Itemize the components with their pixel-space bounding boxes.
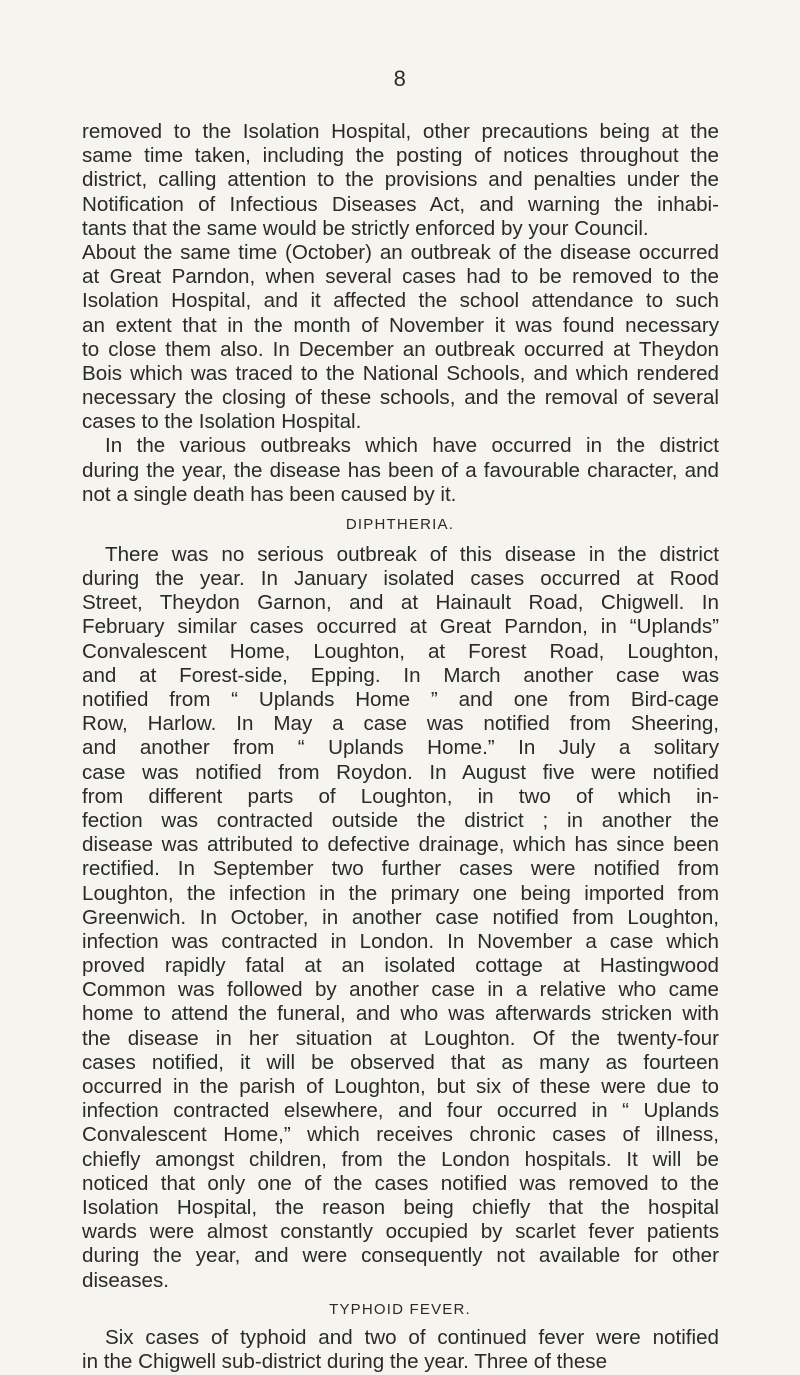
text-line: Loughton, the infection in the primary one being imported from	[82, 881, 719, 905]
text-line: Street, Theydon Garnon, and at Hainault Road, Chigwell. In	[82, 591, 719, 615]
text-line: There was no serious outbreak of this disease in the district	[105, 542, 719, 566]
text-line: wards were almost constantly occupied by scarlet fever patients	[82, 1220, 719, 1244]
text-line: cases notified, it will be observed that as many as fourteen	[82, 1050, 719, 1074]
text-line: during the year, the disease has been of a favourable character, and	[82, 458, 719, 482]
text-line: Convalescent Home, Loughton, at Forest Road, Loughton,	[82, 639, 719, 663]
text-line: Isolation Hospital, the reason being chiefly that the hospital	[82, 1195, 719, 1219]
text-line: In the various outbreaks which have occurred in the district	[105, 434, 719, 458]
text-line: chiefly amongst children, from the London hospitals. It will be	[82, 1147, 719, 1171]
text-line: Six cases of typhoid and two of continued fever were notified	[105, 1325, 719, 1349]
text-line: at Great Parndon, when several cases had to be removed to the	[82, 265, 719, 289]
text-line: case was notified from Roydon. In August five were notified	[82, 760, 719, 784]
text-line: an extent that in the month of November it was found necessary	[82, 313, 719, 337]
text-line: and another from “ Uplands Home.” In July a solitary	[82, 736, 719, 760]
text-line: February similar cases occurred at Great Parndon, in “Uplands”	[82, 615, 719, 639]
text-line: from different parts of Loughton, in two of which in-	[82, 784, 719, 808]
text-line: Isolation Hospital, and it affected the school attendance to such	[82, 289, 719, 313]
text-line: during the year, and were consequently not available for other	[82, 1244, 719, 1268]
text-line: cases to the Isolation Hospital.	[82, 410, 362, 434]
text-line: Convalescent Home,” which receives chronic cases of illness,	[82, 1123, 719, 1147]
text-line: home to attend the funeral, and who was afterwards stricken with	[82, 1002, 719, 1026]
text-line: not a single death has been caused by it.	[82, 482, 457, 506]
text-line: fection was contracted outside the district ; in another the	[82, 808, 719, 832]
text-line: Notification of Infectious Diseases Act, and warning the inhabi-	[82, 192, 719, 216]
text-line: About the same time (October) an outbreak of the disease occurred	[82, 240, 719, 264]
text-line: Common was followed by another case in a relative who came	[82, 978, 719, 1002]
text-line: necessary the closing of these schools, and the removal of several	[82, 386, 719, 410]
text-line: noticed that only one of the cases notified was removed to the	[82, 1171, 719, 1195]
text-line: rectified. In September two further cases were notified from	[82, 857, 719, 881]
text-line: occurred in the parish of Loughton, but six of these were due to	[82, 1075, 719, 1098]
text-line: proved rapidly fatal at an isolated cottage at Hastingwood	[82, 954, 719, 977]
section-heading-typhoid: TYPHOID FEVER.	[329, 1300, 471, 1318]
text-line: the disease in her situation at Loughton. Of the twenty-four	[82, 1026, 719, 1050]
text-line: Row, Harlow. In May a case was notified from Sheering,	[82, 712, 719, 736]
text-line: to close them also. In December an outbreak occurred at Theydon	[82, 337, 719, 361]
text-line: infection was contracted in London. In November a case which	[82, 929, 719, 953]
text-line: Bois which was traced to the National Schools, and which rendered	[82, 361, 719, 385]
text-line: diseases.	[82, 1268, 170, 1292]
text-line: notified from “ Uplands Home ” and one from Bird-cage	[82, 688, 719, 711]
text-line: same time taken, including the posting of notices throughout the	[82, 144, 719, 168]
text-line: tants that the same would be strictly enforced by your Council.	[82, 216, 649, 240]
text-line: district, calling attention to the provisions and penalties under the	[82, 168, 719, 192]
text-line: removed to the Isolation Hospital, other precautions being at the	[82, 120, 719, 143]
text-line: in the Chigwell sub-district during the year. Three of these	[82, 1350, 608, 1373]
text-line: disease was attributed to defective drainage, which has since been	[82, 833, 719, 857]
section-heading-diphtheria: DIPHTHERIA.	[345, 515, 455, 533]
text-line: infection contracted elsewhere, and four occurred in “ Uplands	[82, 1099, 719, 1123]
text-line: and at Forest-side, Epping. In March another case was	[82, 663, 719, 687]
page-number: 8	[393, 66, 407, 91]
text-line: during the year. In January isolated cases occurred at Rood	[82, 567, 719, 590]
text-line: Greenwich. In October, in another case notified from Loughton,	[82, 905, 719, 929]
